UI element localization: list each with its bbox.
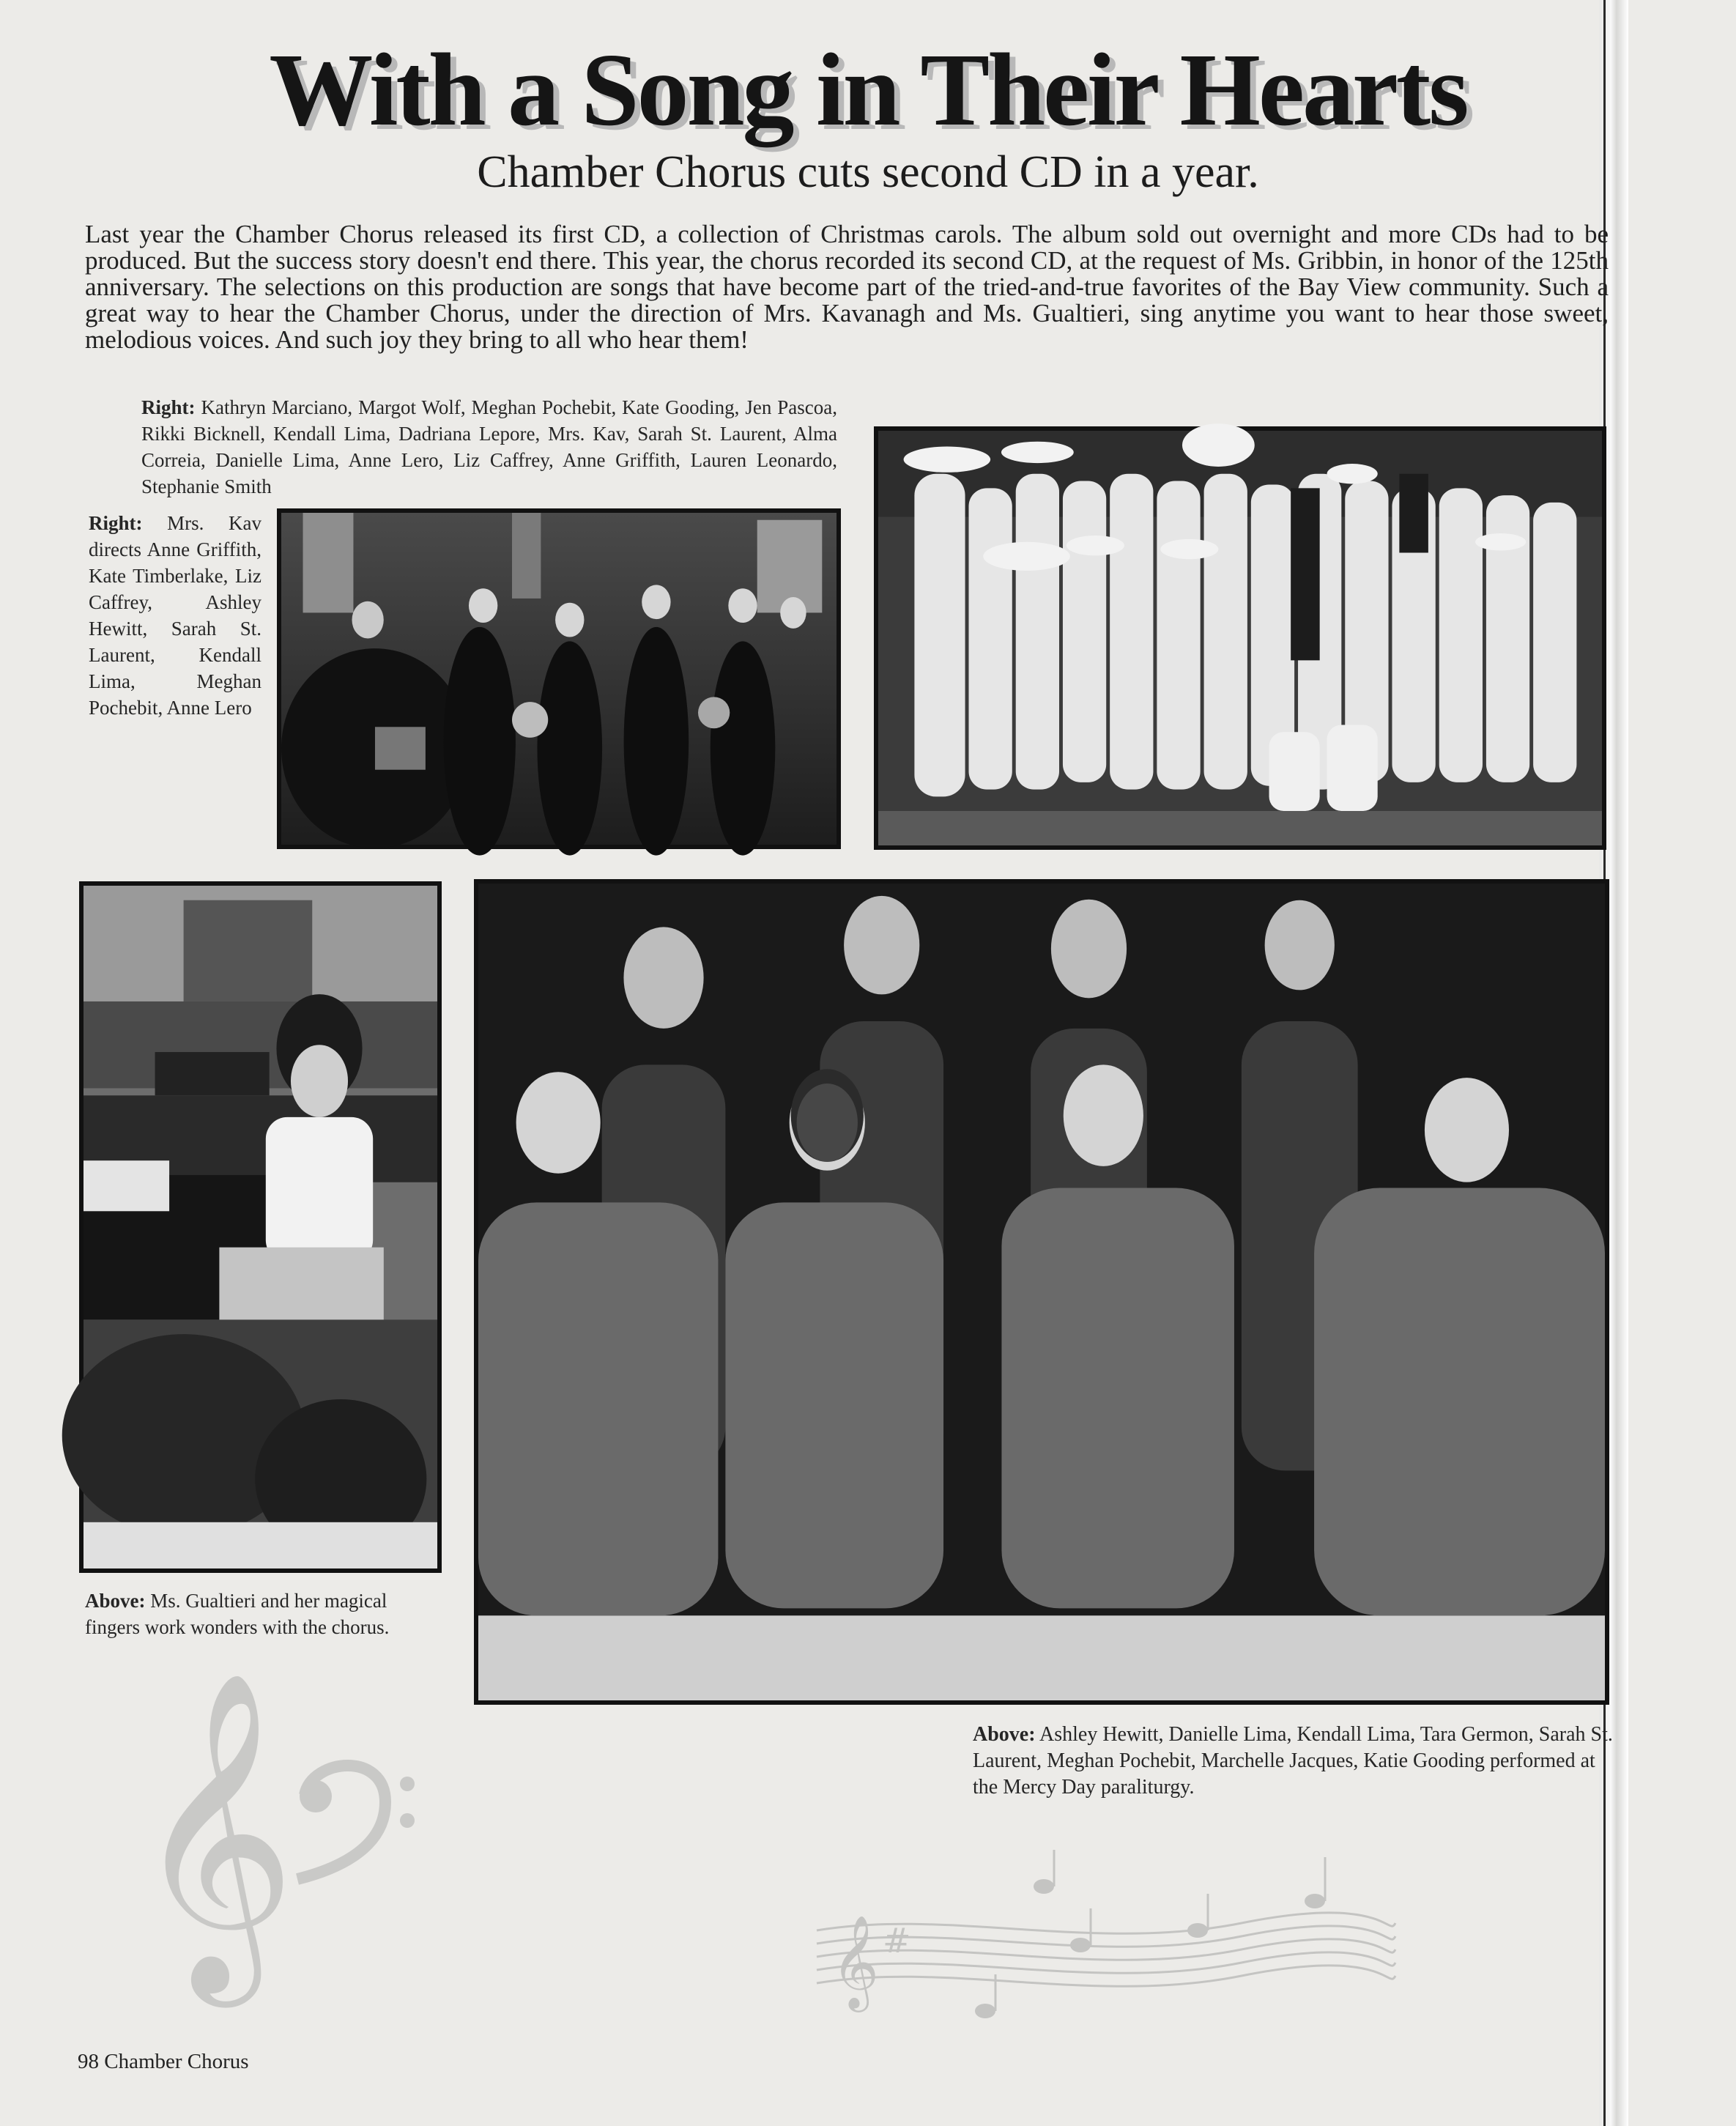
svg-text:𝄞: 𝄞 xyxy=(132,1668,297,1993)
svg-text:#: # xyxy=(883,1921,911,1960)
caption-text: Ashley Hewitt, Danielle Lima, Kendall Lima, Tara Germon, Sarah St. Laurent, Meghan Pochebit, Marchelle Jacques, Katie Gooding performed at the Mercy Day paraliturgy. xyxy=(973,1723,1613,1799)
caption-text: Ms. Gualtieri and her magical fingers work wonders with the chorus. xyxy=(85,1590,390,1638)
page-subtitle: Chamber Chorus cuts second CD in a year. xyxy=(477,147,1259,197)
treble-clef-icon xyxy=(132,1668,297,1993)
page-footer xyxy=(78,2050,249,2074)
caption-label: Above: xyxy=(973,1723,1036,1746)
caption-text: Mrs. Kav directs Anne Griffith, Kate Timberlake, Liz Caffrey, Ashley Hewitt, Sarah St. Laurent, Kendall Lima, Meghan Pochebit, Anne Lero xyxy=(89,512,261,719)
page-number: 98 xyxy=(78,2050,99,2073)
caption-label: Right: xyxy=(141,396,196,418)
section-name: Chamber Chorus xyxy=(104,2050,249,2073)
photo-pianist xyxy=(79,881,442,1573)
caption-piano-photo xyxy=(85,1588,444,1640)
caption-label: Above: xyxy=(85,1590,146,1612)
intro-paragraph: Last year the Chamber Chorus released its first CD, a collection of Christmas carols. The album sold out overnight and more CDs had to be produced. But the success story doesn't end there. This year, the chorus recorded its second CD, at the request of Ms. Gribbin, in honor of the 125th anniversary. The selections on this production are songs that have become part of the tried-and-true favorites of the Bay View community. Such a great way to hear the Chamber Chorus, under the direction of Mrs. Kavanagh and Ms. Gualtieri, sing anytime you want to hear those sweet, melodious voices. And such joy they bring to all who hear them! xyxy=(85,220,1609,354)
photo-chorus-directed xyxy=(277,508,841,849)
page-title: With a Song in Their Hearts xyxy=(269,32,1467,147)
svg-text:𝄞: 𝄞 xyxy=(831,1914,880,2008)
caption-mercy-day-photo xyxy=(973,1722,1617,1801)
photo-mercy-day-singers xyxy=(474,879,1609,1705)
music-staff-icon xyxy=(802,1842,1403,2040)
caption-directs-photo xyxy=(89,510,261,721)
bass-clef-icon xyxy=(290,1751,415,1883)
caption-label: Right: xyxy=(89,512,143,534)
caption-group-photo xyxy=(141,394,837,500)
photo-chorus-group xyxy=(874,426,1606,850)
caption-text: Kathryn Marciano, Margot Wolf, Meghan Pochebit, Kate Gooding, Jen Pascoa, Rikki Bicknell, Kendall Lima, Dadriana Lepore, Mrs. Kav, Sarah St. Laurent, Alma Correia, Danielle Lima, Anne Lero, Liz Caffrey, Anne Griffith, Lauren Leonardo, Stephanie Smith xyxy=(141,396,837,497)
